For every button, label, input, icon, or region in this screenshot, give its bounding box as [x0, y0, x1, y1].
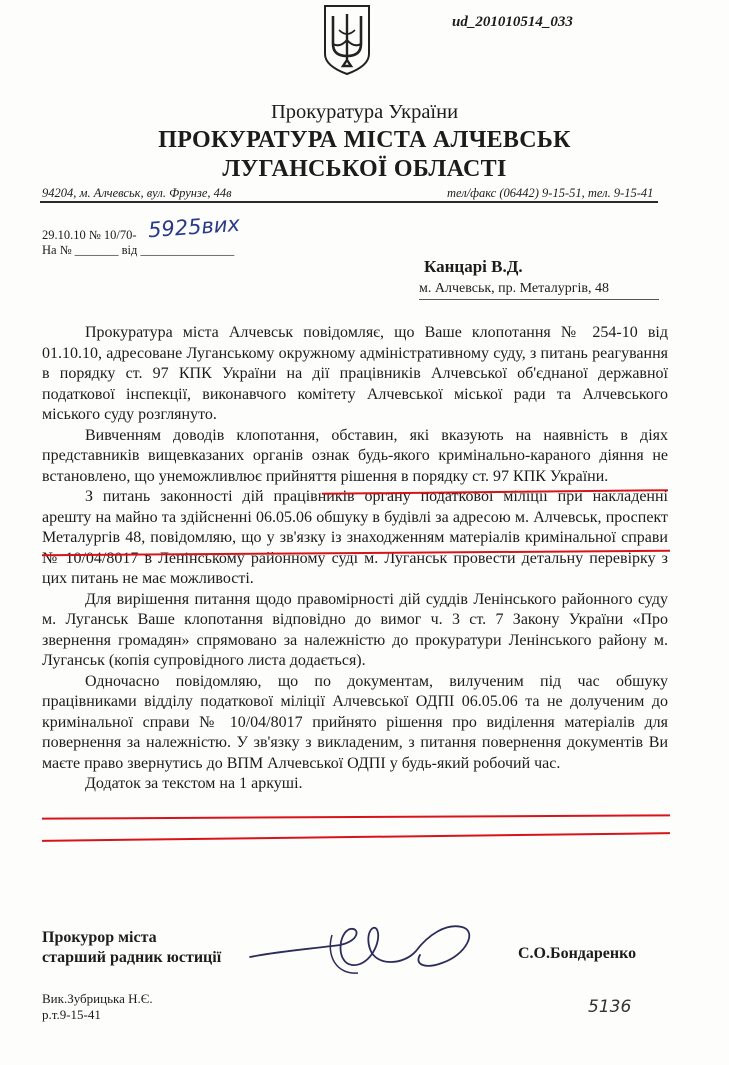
document-id: ud_201010514_033: [452, 14, 573, 30]
outgoing-reference-handwritten: 5925вих: [147, 211, 241, 243]
signatory-title-line2: старший радник юстиції: [42, 949, 222, 966]
org-parent: Прокуратура України: [270, 101, 459, 123]
body-paragraph-2: Вивченням доводів клопотання, обставин, які вказують на наявність в діях представників вищевказаних органів ознак будь-якого кримінально-караного діяння не встановлено, що унеможливлює прийняття рішення в порядку ст. 97 КПК України.: [42, 426, 668, 485]
recipient-address: м. Алчевськ, пр. Металургів, 48: [419, 281, 609, 296]
executor-name: Вик.Зубрицька Н.Є.: [42, 991, 153, 1006]
body-paragraph-6: Додаток за текстом на 1 аркуші.: [85, 775, 303, 792]
letter-body: [42, 323, 668, 795]
body-paragraph-4: Для вирішення питання щодо правомірності дій суддів Ленінського районного суду м. Луганськ Ваше клопотання відповідно до вимог ч. 3 ст. 7 Закону України «Про звернення громадян» спрямовано за належністю до прокуратури Ленінського району м. Луганськ (копія супровідного листа додається).: [42, 590, 668, 669]
body-paragraph-3: З питань законності дій працівників органу податкової міліції при накладенні арешту на майно та здійсненні 06.05.06 обшуку в будівлі за адресою м. Алчевськ, проспект Металургів 48, повідомляю, що у зв'язку із знаходженням матеріалів кримінальної справи № 10/04/8017 в Ленінському районному суді м. Луганськ провести детальну перевірку з цих питань не має можливості.: [42, 488, 668, 587]
outgoing-reference: 29.10.10 № 10/70-: [42, 228, 137, 242]
handwritten-signature-icon: [240, 915, 500, 985]
red-underline-4: [42, 832, 670, 842]
org-address: 94204, м. Алчевськ, вул. Фрунзе, 44в: [42, 186, 232, 200]
body-paragraph-5: Одночасно повідомляю, що по документам, вилученим під час обшуку працівниками відділу податкової міліції Алчевської ОДПІ 06.05.06 та не долученим до кримінальної справи № 10/04/8017 прийнято рішення про виділення матеріалів для повернення за належністю. У зв'язку з викладеним, з питання повернення документів Ви маєте право звернутись до ВПМ Алчевської ОДПІ у будь-який робочий час.: [42, 672, 668, 772]
handwritten-number: 5136: [588, 997, 632, 1017]
org-contacts: тел/факс (06442) 9-15-51, тел. 9-15-41: [447, 186, 654, 200]
incoming-reference: На № _______ від _______________: [42, 243, 235, 257]
executor-phone: р.т.9-15-41: [42, 1007, 101, 1022]
org-name-line1: ПРОКУРАТУРА МІСТА АЛЧЕВСЬК: [158, 127, 571, 153]
red-underline-3: [42, 814, 670, 819]
signatory-name: С.О.Бондаренко: [518, 945, 637, 962]
body-paragraph-1: Прокуратура міста Алчевськ повідомляє, що Ваше клопотання № 254-10 від 01.10.10, адресоване Луганському окружному адміністративному суду, з питань реагування в порядку ст. 97 КПК України на дії працівників Алчевської об'єднаної державної податкової інспекції, виконавчого комітету Алчевської міської ради та Алчевського міського суду розглянуто.: [42, 324, 668, 423]
header-divider: [40, 201, 658, 203]
signatory-title-line1: Прокурор міста: [42, 929, 157, 946]
recipient-divider: [419, 299, 659, 300]
recipient-name: Канцарі В.Д.: [424, 257, 523, 276]
trident-emblem-icon: [322, 4, 372, 76]
org-name-line2: ЛУГАНСЬКОЇ ОБЛАСТІ: [222, 156, 507, 182]
